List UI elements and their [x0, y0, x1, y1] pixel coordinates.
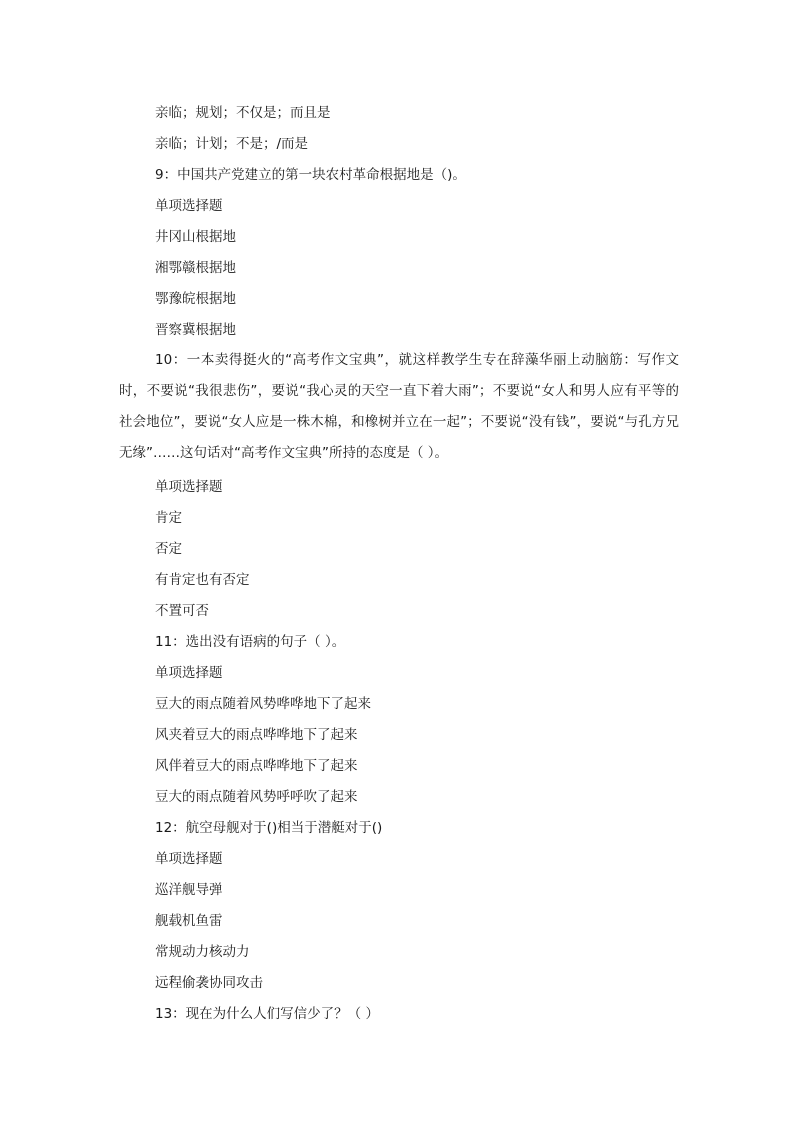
- q12-option-a: 巡洋舰导弹: [155, 882, 223, 898]
- q10-option-a: 肯定: [155, 510, 182, 526]
- q11-option-c: 风伴着豆大的雨点哗哗地下了起来: [155, 758, 358, 774]
- q9-stem: 9：中国共产党建立的第一块农村革命根据地是（)。: [155, 167, 466, 183]
- q13-stem: 13：现在为什么人们写信少了？（ ）: [155, 1006, 379, 1022]
- q8-option-d: 亲临；计划；不是；/而是: [155, 136, 309, 152]
- q12-option-d: 远程偷袭协同攻击: [155, 975, 263, 991]
- q10-stem: 10：一本卖得挺火的“高考作文宝典”，就这样教学生专在辞藻华丽上动脑筋：写作文时，不要说“我很悲伤”，要说“我心灵的天空一直下着大雨”；不要说“女人和男人应有平等的社会地位”，要说“女人应是一株木棉，和橡树并立在一起”；不要说“没有钱”，要说“与孔方兄无缘”……这句话对“高考作文宝典”所持的态度是（ ）。: [119, 352, 679, 461]
- q12-stem: 12：航空母舰对于()相当于潜艇对于(): [155, 820, 383, 836]
- q9-type: 单项选择题: [155, 198, 223, 214]
- q10-type: 单项选择题: [155, 479, 223, 495]
- q12-option-b: 舰载机鱼雷: [155, 913, 223, 929]
- q9-option-a: 井冈山根据地: [155, 229, 236, 245]
- q11-option-b: 风夹着豆大的雨点哗哗地下了起来: [155, 727, 358, 743]
- q11-option-d: 豆大的雨点随着风势呼呼吹了起来: [155, 789, 358, 805]
- q10-option-c: 有肯定也有否定: [155, 572, 250, 588]
- q8-option-c: 亲临；规划；不仅是；而且是: [155, 105, 331, 121]
- q10-option-b: 否定: [155, 541, 182, 557]
- q12-option-c: 常规动力核动力: [155, 944, 250, 960]
- q9-option-d: 晋察冀根据地: [155, 322, 236, 338]
- q11-option-a: 豆大的雨点随着风势哗哗地下了起来: [155, 696, 371, 712]
- q12-type: 单项选择题: [155, 851, 223, 867]
- q11-type: 单项选择题: [155, 665, 223, 681]
- q9-option-b: 湘鄂赣根据地: [155, 260, 236, 276]
- q9-option-c: 鄂豫皖根据地: [155, 291, 236, 307]
- q11-stem: 11：选出没有语病的句子（ ）。: [155, 634, 346, 650]
- q10-option-d: 不置可否: [155, 603, 209, 619]
